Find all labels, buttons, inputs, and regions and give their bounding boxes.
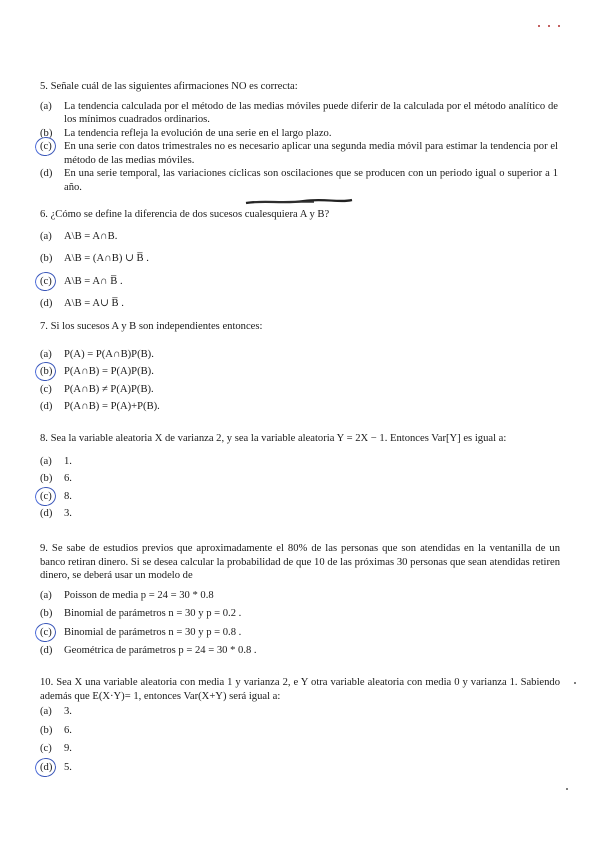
option-b: (b) 6. (40, 724, 72, 736)
option-d: (d) P(A∩B) = P(A)+P(B). (40, 401, 160, 412)
option-b: (b) A\B = (A∩B) ∪ B̅ . (40, 253, 149, 264)
question-7 (40, 320, 560, 414)
pen-circle-mark (33, 360, 57, 383)
option-list (40, 705, 560, 774)
scan-speck (574, 682, 576, 684)
question-8 (40, 432, 560, 521)
option-a: (a) 1. (40, 455, 72, 467)
option-c: (c) Binomial de parámetros n = 30 y p = 0.8 . (40, 626, 558, 640)
option-c: (c) En una serie con datos trimestrales no es necesario aplicar una segunda media móvil para estimar la tendencia por el método de las medias móviles. (40, 140, 558, 167)
corner-marks (538, 14, 568, 32)
question-stem: 10. Sea X una variable aleatoria con media 1 y varianza 2, e Y otra variable aleatoria con media 0 y varianza 1. Sabiendo además que E(X·Y)= 1, entonces Var(X+Y) será igual a: (40, 677, 560, 702)
option-list (40, 230, 560, 311)
option-c: (c) A\B = A∩ B̅ . (40, 275, 558, 289)
option-list (40, 589, 560, 658)
option-b: (b) 6. (40, 473, 72, 484)
option-b: (b) La tendencia refleja la evolución de una serie en el largo plazo. (40, 127, 332, 139)
question-stem: 6. ¿Cómo se define la diferencia de dos sucesos cualesquiera A y B? (40, 209, 330, 220)
question-stem: 7. Si los sucesos A y B son independientes entonces: (40, 321, 263, 332)
option-d: (d) 5. (40, 761, 558, 775)
option-c: (c) 8. (40, 490, 558, 504)
scan-speck (566, 788, 568, 790)
option-a: (a) La tendencia calculada por el método de las medias móviles puede diferir de la calculada por el método analítico de los mínimos cuadrados ordinarios. (40, 100, 558, 125)
option-list (40, 348, 560, 414)
question-9 (40, 542, 560, 658)
option-d: (d) 3. (40, 508, 72, 519)
question-stem: 5. Señale cuál de las siguientes afirmaciones NO es correcta: (40, 81, 298, 92)
option-b: (b) P(A∩B) = P(A)P(B). (40, 365, 558, 379)
pen-circle-mark (33, 270, 57, 293)
pen-scribble (244, 198, 354, 206)
question-stem: 8. Sea la variable aleatoria X de varianza 2, y sea la variable aleatoria Y = 2X − 1. Entonces Var[Y] es igual a: (40, 433, 507, 444)
option-d: (d) En una serie temporal, las variaciones cíclicas son oscilaciones que se producen con un periodo igual o superior a 1 año. (40, 168, 558, 193)
option-list (40, 455, 560, 521)
option-a: (a) A\B = A∩B. (40, 230, 118, 242)
pen-circle-mark (33, 756, 57, 779)
option-d: (d) Geométrica de parámetros p = 24 = 30 * 0.8 . (40, 645, 257, 656)
question-10 (40, 676, 560, 774)
option-a: (a) P(A) = P(A∩B)P(B). (40, 348, 154, 360)
option-a: (a) Poisson de media p = 24 = 30 * 0.8 (40, 589, 214, 601)
option-c: (c) P(A∩B) ≠ P(A)P(B). (40, 383, 154, 395)
option-list (40, 100, 560, 195)
question-5 (40, 80, 560, 194)
option-d: (d) A\B = A∪ B̅ . (40, 298, 124, 309)
option-c: (c) 9. (40, 743, 72, 754)
question-6 (40, 208, 560, 311)
option-b: (b) Binomial de parámetros n = 30 y p = 0.2 . (40, 608, 242, 619)
question-stem: 9. Se sabe de estudios previos que aproximadamente el 80% de las personas que son atendidas en la ventanilla de un banco retiran dinero. Si se desea calcular la probabilidad de que 10 de las próximas 30 personas que sean atendidas retiren dinero, se deberá usar un modelo de (40, 543, 560, 581)
option-a: (a) 3. (40, 706, 72, 717)
pen-circle-mark (33, 485, 57, 508)
pen-circle-mark (33, 621, 57, 644)
